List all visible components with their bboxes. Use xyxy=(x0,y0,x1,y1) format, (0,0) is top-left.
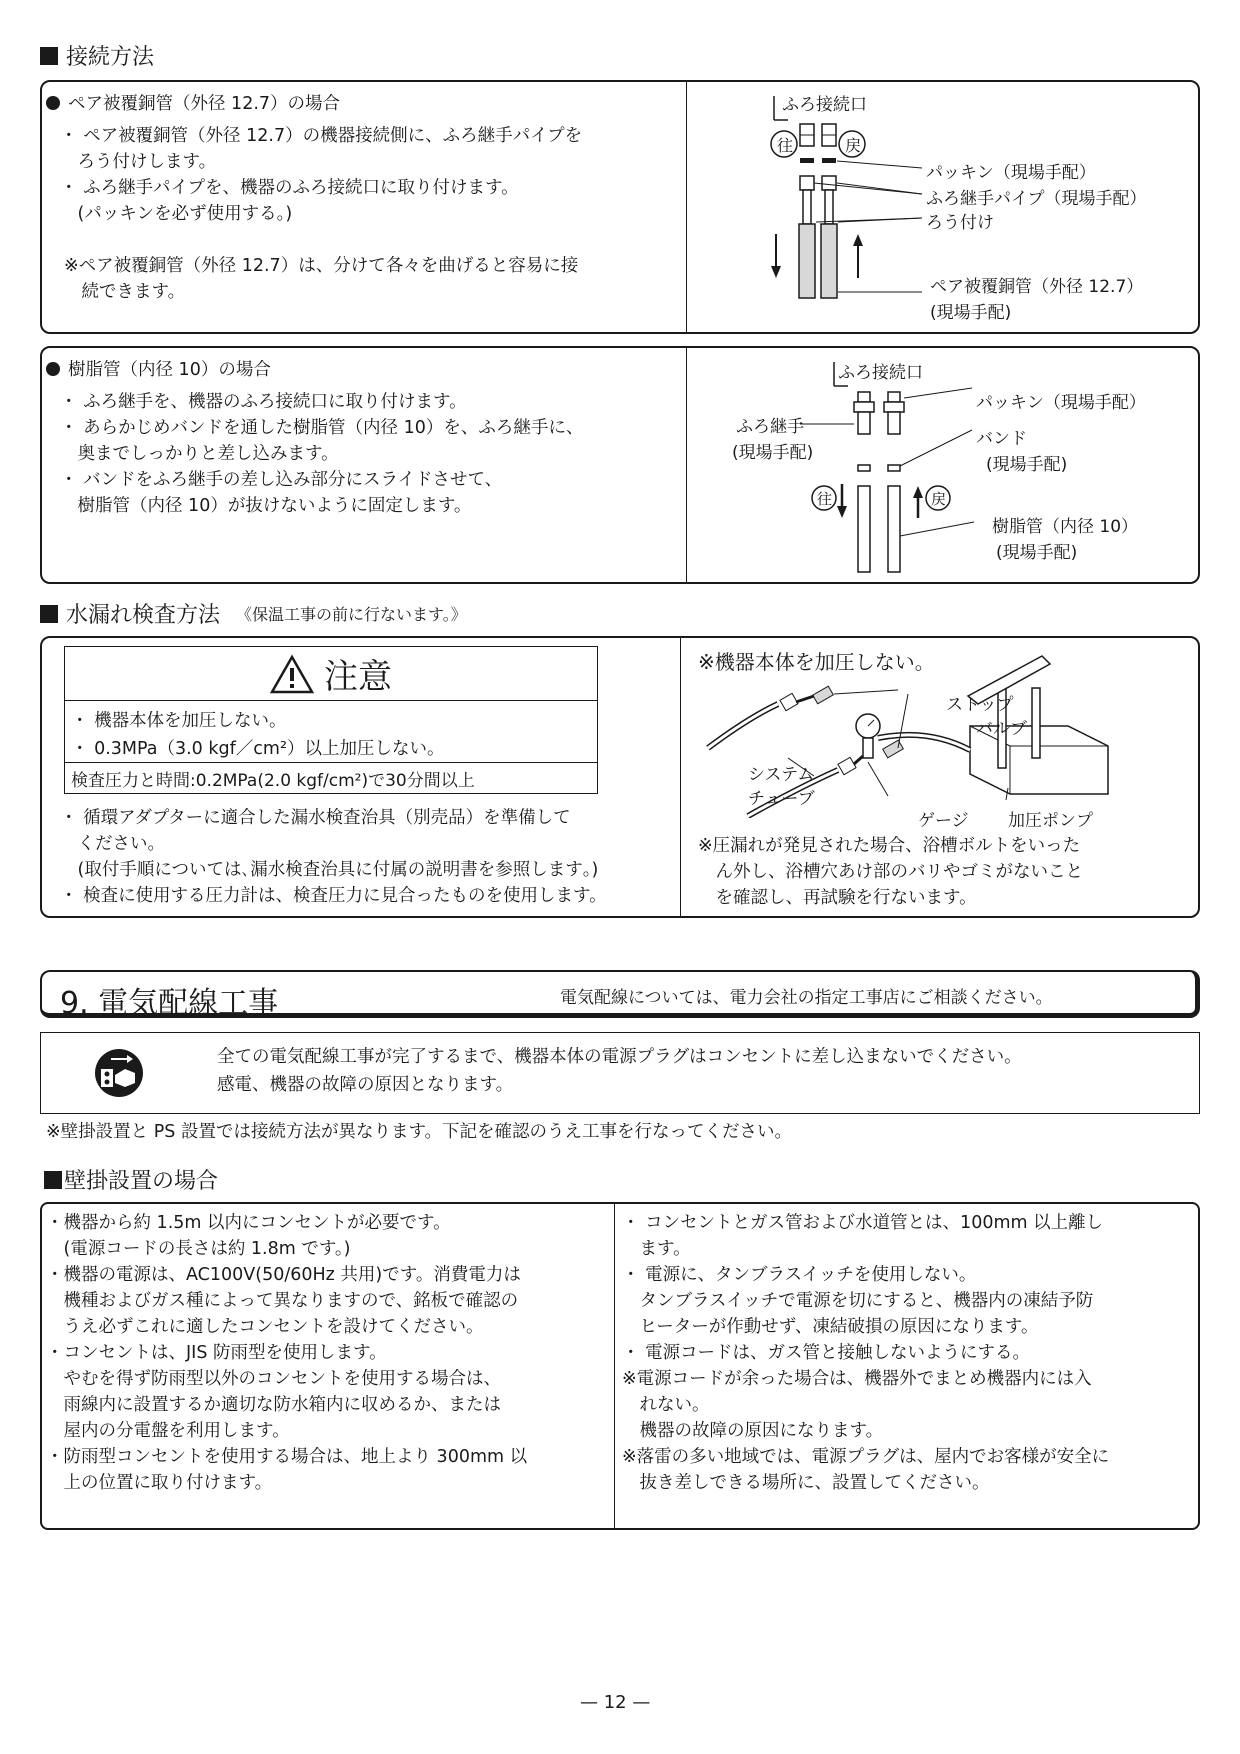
pressure-spec: 検査圧力と時間:0.2MPa(2.0 kgf/cm²)で30分間以上 xyxy=(64,762,598,794)
caution-frame xyxy=(64,646,598,770)
leak-line: (取付手順については､漏水検査治具に付属の説明書を参照します｡) xyxy=(60,860,599,880)
system-tube-label: チューブ xyxy=(748,789,815,809)
return-mark: 戻 xyxy=(931,490,947,508)
wall-mount-title xyxy=(44,1164,218,1195)
resin-line: ・ あらかじめバンドを通した樹脂管（内径 10）を、ふろ継手に、 xyxy=(60,418,584,438)
pump-label: 加圧ポンプ xyxy=(1008,811,1093,831)
section-9-header xyxy=(40,970,1200,1021)
section-9-note: 電気配線については、電力会社の指定工事店にご相談ください。 xyxy=(560,988,1053,1008)
copper-pipe-box xyxy=(40,80,1200,334)
gauge-label: ゲージ xyxy=(918,811,969,831)
wall-right-line: ヒーターが作動せず、凍結破損の原因になります。 xyxy=(622,1317,1039,1337)
section-marker xyxy=(40,47,58,65)
resin-diagram xyxy=(692,348,1192,582)
copper-note: 続できます。 xyxy=(64,282,186,302)
wall-left-line: ・防雨型コンセントを使用する場合は、地上より 300mm 以 xyxy=(46,1447,528,1467)
box-divider xyxy=(686,82,687,332)
band-label: バンド xyxy=(976,429,1027,449)
wall-right-line: れない。 xyxy=(622,1395,710,1415)
box-divider xyxy=(680,638,681,916)
joint-label: ふろ継手 xyxy=(736,417,804,437)
unplug-icon xyxy=(93,1047,145,1099)
wall-right-line: 抜き差しできる場所に、設置してください。 xyxy=(622,1473,990,1493)
wall-right-line: ・ 電源に、タンブラスイッチを使用しない。 xyxy=(622,1265,977,1285)
page-number: — 12 — xyxy=(580,1692,651,1713)
port-label: ふろ接続口 xyxy=(782,95,867,115)
resin-line: ・ バンドをふろ継手の差し込み部分にスライドさせて、 xyxy=(60,470,503,490)
section-title-leak xyxy=(40,598,467,629)
box-divider xyxy=(614,1204,615,1528)
wall-right-column xyxy=(622,1210,1109,1496)
leak-note: ※圧漏れが発見された場合、浴槽ボルトをいった xyxy=(698,836,1081,856)
stop-valve-label: ストップ xyxy=(946,695,1014,715)
wall-left-line: ・機器の電源は、AC100V(50/60Hz 共用)です。消費電力は xyxy=(46,1265,521,1285)
system-tube-label: システム xyxy=(748,765,815,785)
bullet-dot xyxy=(46,96,60,110)
resin-heading-text: 樹脂管（内径 10）の場合 xyxy=(68,360,271,380)
leak-line: ください。 xyxy=(60,834,165,854)
wall-left-line: (電源コードの長さは約 1.8m です。) xyxy=(46,1239,351,1259)
wall-left-line: ・コンセントは、JIS 防雨型を使用します。 xyxy=(46,1343,387,1363)
section-9-title: 9. 電気配線工事 xyxy=(60,986,279,1021)
wall-right-line: ※電源コードが余った場合は、機器外でまとめ機器内には入 xyxy=(622,1369,1092,1389)
joint-pipe-label: ふろ継手パイプ（現場手配） xyxy=(926,189,1147,209)
warning-icon xyxy=(270,654,314,694)
wall-right-line: タンブラスイッチで電源を切にすると、機器内の凍結予防 xyxy=(622,1291,1094,1311)
wall-left-column xyxy=(46,1210,527,1496)
electric-remark: ※壁掛設置と PS 設置では接続方法が異なります。下記を確認のうえ工事を行なってください。 xyxy=(46,1122,793,1142)
resin-heading xyxy=(46,356,271,381)
copper-line: ろう付けします。 xyxy=(60,152,217,172)
wall-right-line: ※落雷の多い地域では、電源プラグは、屋内でお客様が安全に xyxy=(622,1447,1110,1467)
wall-left-line: 雨線内に設置するか適切な防水箱内に収めるか、または xyxy=(46,1395,501,1415)
wall-right-line: 機器の故障の原因になります。 xyxy=(622,1421,884,1441)
copper-heading xyxy=(46,90,340,115)
resin-pipe-box xyxy=(40,346,1200,584)
bullet-dot xyxy=(46,362,60,376)
copper-heading-text: ペア被覆銅管（外径 12.7）の場合 xyxy=(68,94,341,114)
copper-tube-label: ペア被覆銅管（外径 12.7） xyxy=(930,277,1144,297)
wall-mount-title-text: 壁掛設置の場合 xyxy=(64,1169,219,1194)
section-title-connect xyxy=(40,40,154,71)
out-mark: 往 xyxy=(777,136,794,155)
joint-sublabel: (現場手配) xyxy=(732,443,814,463)
copper-line: (パッキンを必ず使用する。) xyxy=(60,204,293,224)
copper-tube-sublabel: (現場手配) xyxy=(930,303,1012,323)
wall-left-line: やむを得ず防雨型以外のコンセントを使用する場合は、 xyxy=(46,1369,501,1389)
resin-line: 樹脂管（内径 10）が抜けないように固定します。 xyxy=(60,496,472,516)
wall-left-line: 屋内の分電盤を利用します。 xyxy=(46,1421,290,1441)
copper-line: ・ ふろ継手パイプを、機器のふろ接続口に取り付けます。 xyxy=(60,178,519,198)
resin-line: 奥までしっかりと差し込みます。 xyxy=(60,444,339,464)
caution-line: ・ 機器本体を加圧しない。 xyxy=(71,711,287,731)
packing-label: パッキン（現場手配） xyxy=(926,163,1096,183)
leak-test-box xyxy=(40,636,1200,918)
leak-note: を確認し、再試験を行ないます。 xyxy=(698,888,977,908)
section-subtitle: 《保温工事の前に行ないます。》 xyxy=(236,605,467,624)
wall-mount-box xyxy=(40,1202,1200,1530)
warning-line: 感電、機器の故障の原因となります。 xyxy=(217,1075,514,1095)
resin-tube-sublabel: (現場手配) xyxy=(996,543,1078,563)
wall-left-line: うえ必ずこれに適したコンセントを設けてください。 xyxy=(46,1317,484,1337)
band-sublabel: (現場手配) xyxy=(986,455,1068,475)
section-title-text: 接続方法 xyxy=(66,45,155,70)
warning-line: 全ての電気配線工事が完了するまで、機器本体の電源プラグはコンセントに差し込まないでください。 xyxy=(217,1047,1022,1067)
copper-line: ・ ペア被覆銅管（外径 12.7）の機器接続側に、ふろ継手パイプを xyxy=(60,126,583,146)
port-label: ふろ接続口 xyxy=(838,363,923,383)
caution-title: 注意 xyxy=(324,657,392,697)
return-mark: 戻 xyxy=(845,136,862,155)
packing-label: パッキン（現場手配） xyxy=(976,393,1146,413)
wall-right-line: ・ 電源コードは、ガス管と接触しないようにする。 xyxy=(622,1343,1031,1363)
leak-line: ・ 検査に使用する圧力計は、検査圧力に見合ったものを使用します。 xyxy=(60,886,607,906)
wall-right-line: ます。 xyxy=(622,1239,691,1259)
brazing-label: ろう付け xyxy=(926,213,994,233)
stop-valve-label: バルブ xyxy=(976,719,1027,739)
leak-line: ・ 循環アダプターに適合した漏水検査治具（別売品）を準備して xyxy=(60,808,571,828)
resin-tube-label: 樹脂管（内径 10） xyxy=(992,517,1139,537)
section-title-text: 水漏れ検査方法 xyxy=(66,603,221,628)
caution-line: ・ 0.3MPa（3.0 kgf／cm²）以上加圧しない。 xyxy=(71,739,445,759)
wall-right-line: ・ コンセントとガス管および水道管とは、100mm 以上離し xyxy=(622,1213,1104,1233)
electric-warning-box xyxy=(40,1032,1200,1114)
pump-note: ※機器本体を加圧しない。 xyxy=(698,650,935,674)
leak-note: ん外し、浴槽穴あけ部のバリやゴミがないこと xyxy=(698,862,1083,882)
box-divider xyxy=(686,348,687,582)
wall-left-line: 機種およびガス種によって異なりますので、銘板で確認の xyxy=(46,1291,519,1311)
resin-line: ・ ふろ継手を、機器のふろ接続口に取り付けます。 xyxy=(60,392,467,412)
section-marker xyxy=(44,1171,62,1189)
section-marker xyxy=(40,605,58,623)
wall-left-line: 上の位置に取り付けます。 xyxy=(46,1473,273,1493)
wall-left-line: ・機器から約 1.5m 以内にコンセントが必要です。 xyxy=(46,1213,451,1233)
caution-header xyxy=(65,647,597,701)
out-mark: 往 xyxy=(817,490,833,508)
copper-note: ※ペア被覆銅管（外径 12.7）は、分けて各々を曲げると容易に接 xyxy=(64,256,579,276)
